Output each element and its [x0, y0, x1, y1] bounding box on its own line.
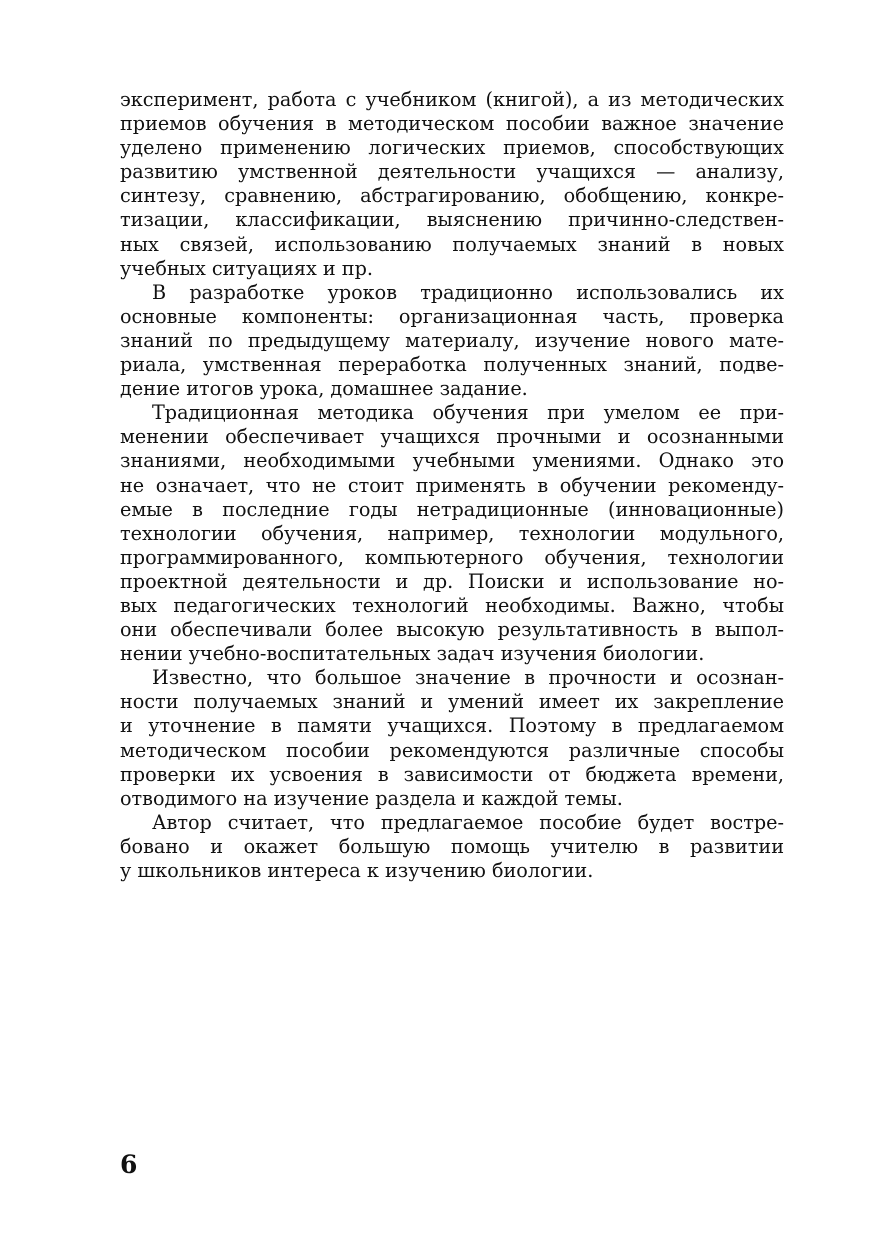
text-line: Традиционная методика обучения при умелом ее при-: [152, 401, 784, 425]
text-line: риала, умственная переработка полученных знаний, подве-: [120, 353, 784, 377]
paragraph: [120, 811, 784, 883]
text-line: уделено применению логических приемов, способствующих: [120, 136, 784, 160]
text-line: методическом пособии рекомендуются различные способы: [120, 738, 784, 762]
text-line: синтезу, сравнению, абстрагированию, обобщению, конкре-: [120, 184, 784, 208]
text-line: и уточнение в памяти учащихся. Поэтому в предлагаемом: [120, 714, 784, 738]
text-line: технологии обучения, например, технологии модульного,: [120, 521, 784, 545]
text-line: менении обеспечивает учащихся прочными и осознанными: [120, 425, 784, 449]
text-line: знаний по предыдущему материалу, изучение нового мате-: [120, 328, 784, 352]
text-line: емые в последние годы нетрадиционные (инновационные): [120, 497, 784, 521]
page-number: 6: [120, 1150, 138, 1179]
text-line: ности получаемых знаний и умений имеет их закрепление: [120, 690, 784, 714]
text-line: В разработке уроков традиционно использовались их: [152, 280, 784, 304]
paragraph: [120, 401, 784, 666]
text-line: Автор считает, что предлагаемое пособие будет востре-: [152, 810, 784, 834]
text-line: эксперимент, работа с учебником (книгой), а из методических: [120, 88, 784, 111]
text-line: учебных ситуациях и пр.: [120, 256, 373, 280]
text-line: ных связей, использованию получаемых знаний в новых: [120, 232, 784, 256]
text-line: дение итогов урока, домашнее задание.: [120, 377, 528, 401]
text-line: проверки их усвоения в зависимости от бюджета времени,: [120, 762, 784, 786]
text-line: вых педагогических технологий необходимы. Важно, чтобы: [120, 593, 784, 617]
text-line: не означает, что не стоит применять в обучении рекоменду-: [120, 473, 784, 497]
text-line: приемов обучения в методическом пособии важное значение: [120, 112, 784, 136]
text-line: программированного, компьютерного обучения, технологии: [120, 545, 784, 569]
paragraph: [120, 666, 784, 811]
text-line: нении учебно-воспитательных задач изучения биологии.: [120, 642, 705, 666]
text-line: тизации, классификации, выяснению причинно-следствен-: [120, 208, 784, 232]
page-body-text: [120, 88, 784, 883]
paragraph: [120, 88, 784, 281]
text-line: основные компоненты: организационная часть, проверка: [120, 304, 784, 328]
text-line: отводимого на изучение раздела и каждой темы.: [120, 786, 623, 810]
text-line: Известно, что большое значение в прочности и осознан-: [152, 666, 784, 690]
text-line: они обеспечивали более высокую результативность в выпол-: [120, 618, 784, 642]
text-line: бовано и окажет большую помощь учителю в развитии: [120, 834, 784, 858]
text-line: у школьников интереса к изучению биологии.: [120, 859, 594, 882]
text-line: знаниями, необходимыми учебными умениями. Однако это: [120, 449, 784, 473]
paragraph: [120, 281, 784, 401]
text-line: развитию умственной деятельности учащихся — анализу,: [120, 160, 784, 184]
text-line: проектной деятельности и др. Поиски и использование но-: [120, 569, 784, 593]
